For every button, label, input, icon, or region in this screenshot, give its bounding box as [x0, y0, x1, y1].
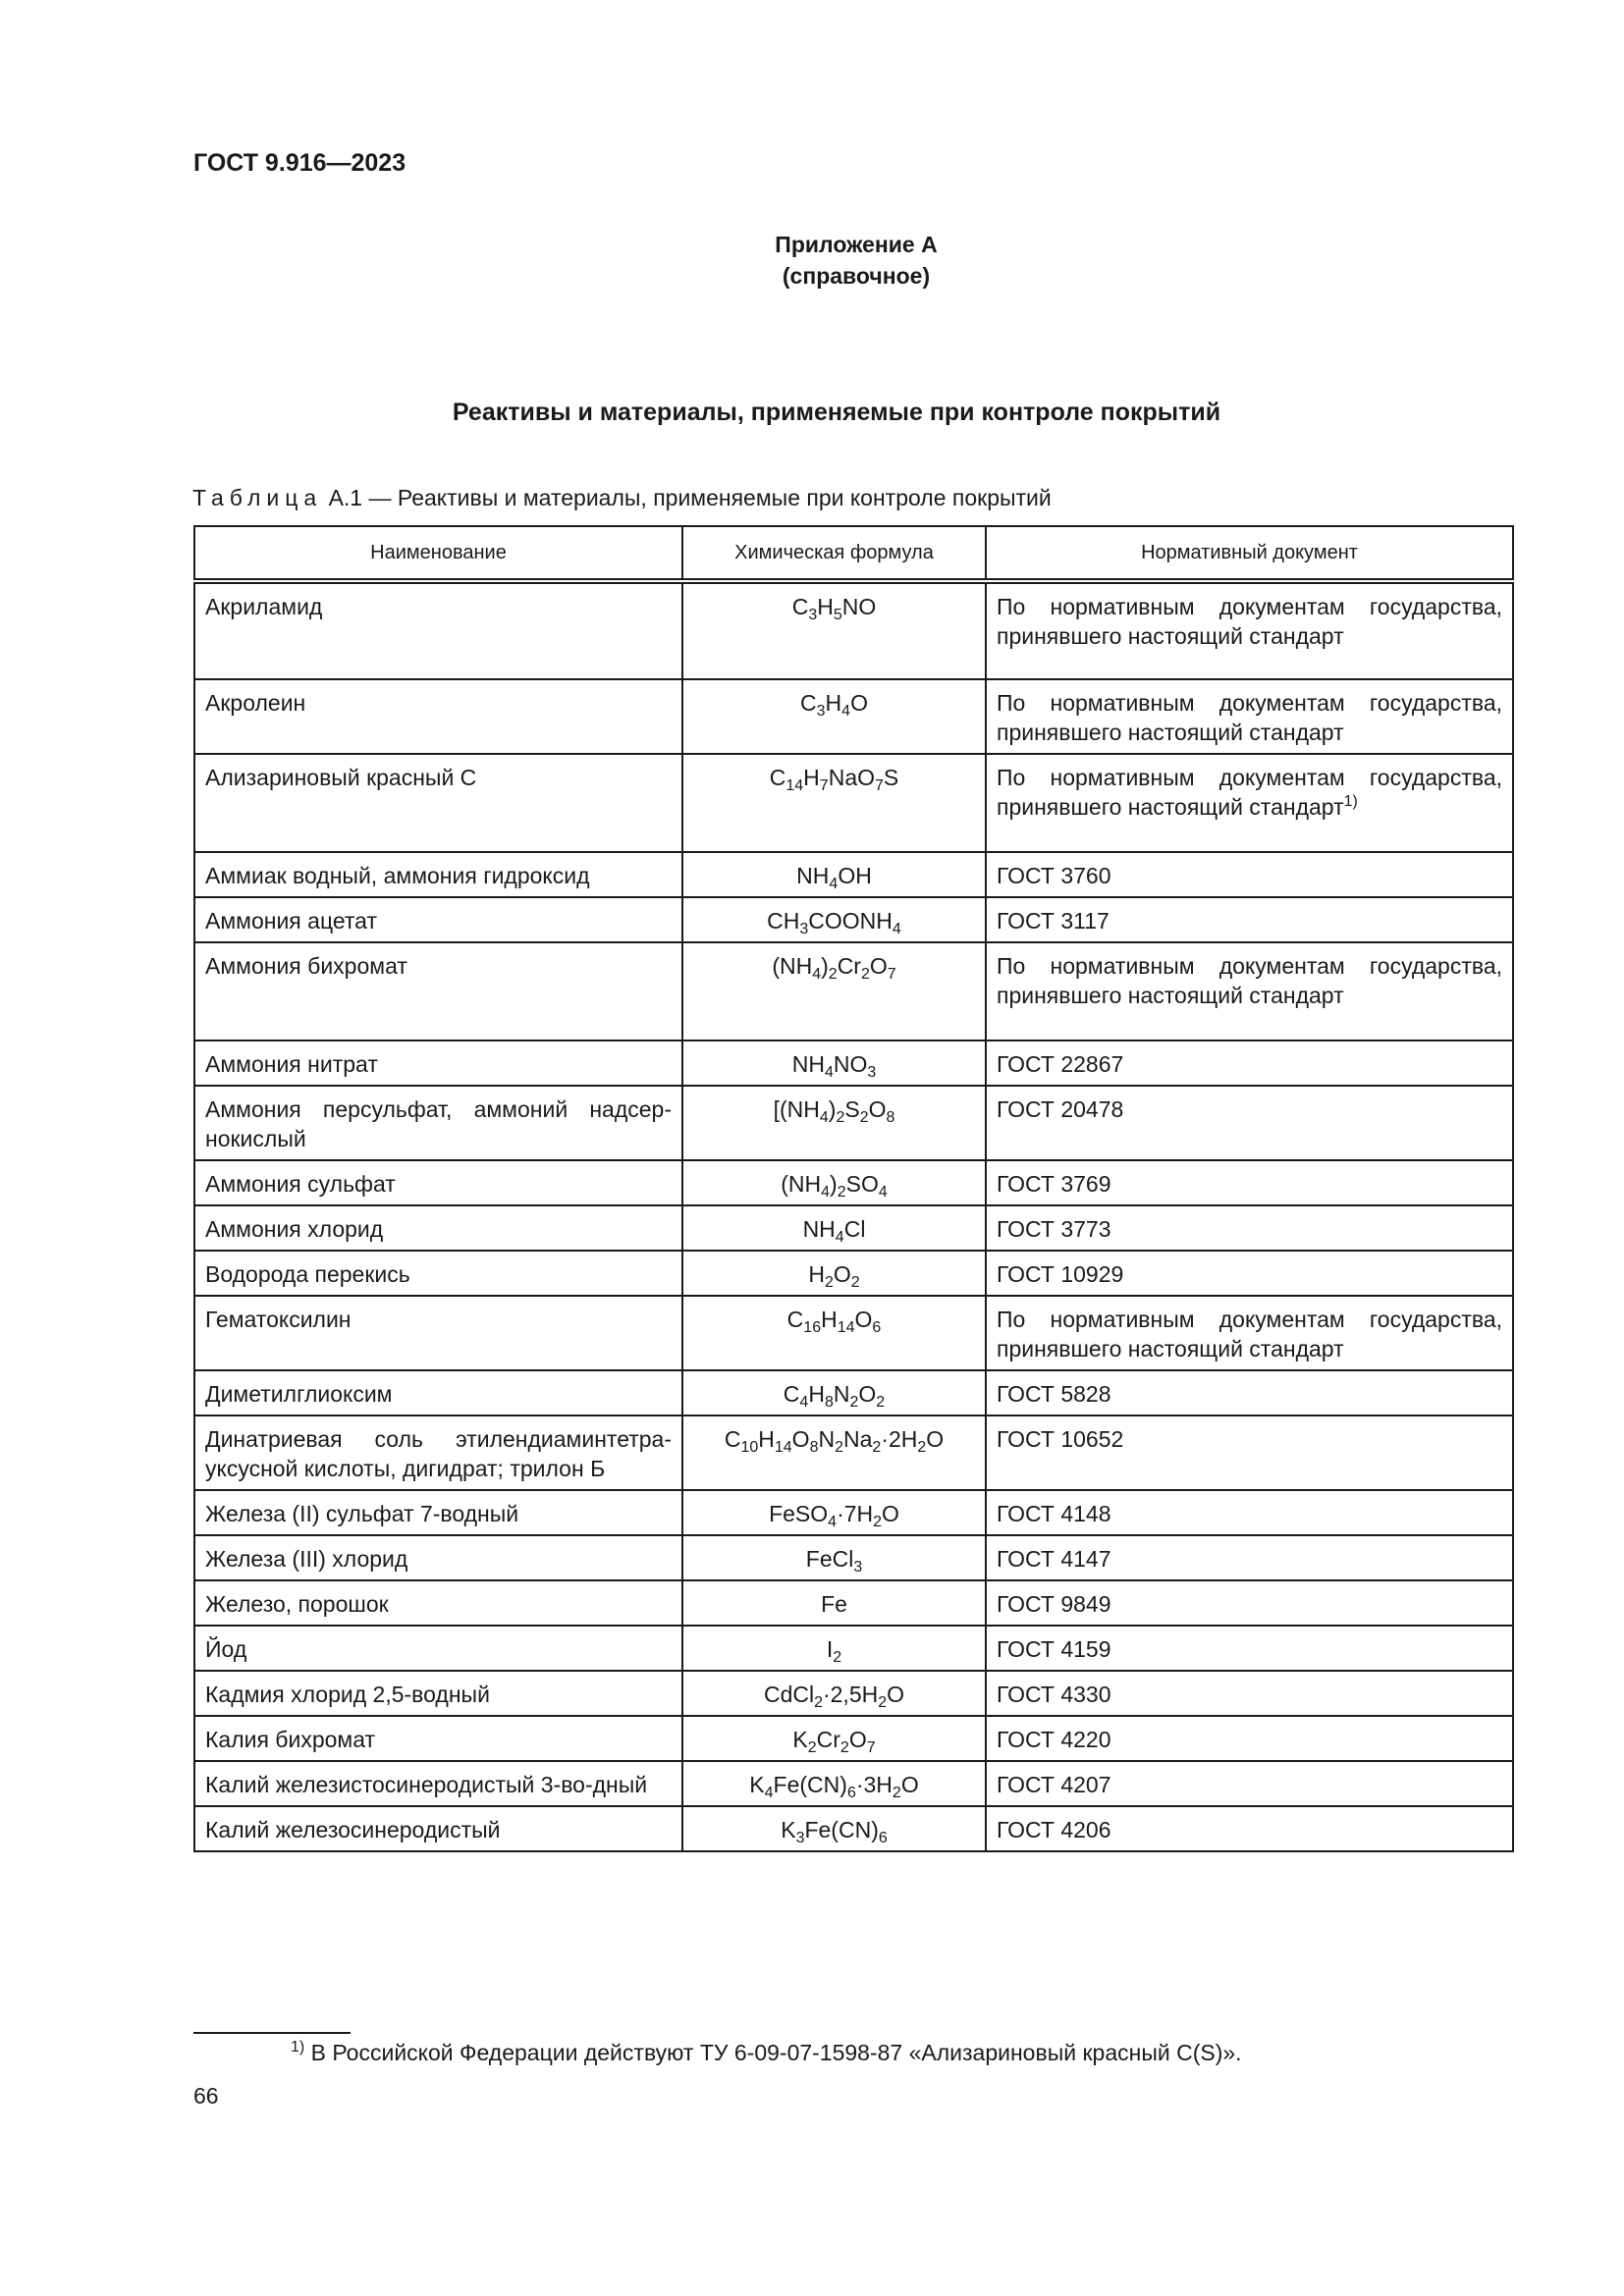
formula-cell: $NH_4NO_3$	[682, 1041, 986, 1086]
column-header-name: Наименование	[194, 526, 682, 581]
formula-cell: $C_3H_4O$	[682, 679, 986, 754]
table-row	[194, 1205, 1513, 1251]
reagent-name-cell: Акриламид	[194, 581, 682, 679]
reagent-name-cell: Аммония бихромат	[194, 942, 682, 1041]
table-header-row	[194, 526, 1513, 581]
reagent-name-cell: Диметилглиоксим	[194, 1370, 682, 1415]
normative-document-cell: ГОСТ 3769	[986, 1160, 1513, 1205]
reagent-name-cell: Кадмия хлорид 2,5-водный	[194, 1671, 682, 1716]
normative-document-cell: По нормативным документам государства, принявшего настоящий стандарт	[986, 942, 1513, 1041]
reagent-name-cell: Аммония персульфат, аммоний надсер-нокислый	[194, 1086, 682, 1160]
formula-cell: $K_4Fe(CN)_6\cdot 3H_2O$	[682, 1761, 986, 1806]
footnote-text: В Российской Федерации действуют ТУ 6-09-07-1598-87 «Ализариновый красный С(S)».	[304, 2040, 1242, 2065]
normative-document-cell: ГОСТ 3773	[986, 1205, 1513, 1251]
reagent-name-cell: Железа (III) хлорид	[194, 1535, 682, 1580]
reagent-name-cell: Аммония хлорид	[194, 1205, 682, 1251]
formula-cell: $C_{16}H_{14}O_6$	[682, 1296, 986, 1370]
reagent-name-cell: Калий железосинеродистый	[194, 1806, 682, 1851]
formula-cell: $K_3Fe(CN)_6$	[682, 1806, 986, 1851]
reagent-name-cell: Железо, порошок	[194, 1580, 682, 1626]
formula-cell: $FeSO_4\cdot 7H_2O$	[682, 1490, 986, 1535]
reagent-name-cell: Аммиак водный, аммония гидроксид	[194, 852, 682, 897]
normative-document-cell: ГОСТ 22867	[986, 1041, 1513, 1086]
normative-document-cell: По нормативным документам государства, принявшего настоящий стандарт	[986, 581, 1513, 679]
formula-cell: $H_2O_2$	[682, 1251, 986, 1296]
formula-cell: $K_2Cr_2O_7$	[682, 1716, 986, 1761]
formula-cell: $I_2$	[682, 1626, 986, 1671]
reagents-table	[193, 525, 1514, 1852]
normative-document-cell: ГОСТ 4330	[986, 1671, 1513, 1716]
footnote	[291, 2040, 1242, 2066]
reagent-name-cell: Динатриевая соль этилендиаминтетра-уксусной кислоты, дигидрат; трилон Б	[194, 1415, 682, 1490]
table-row	[194, 1716, 1513, 1761]
formula-cell: $C_{10}H_{14}O_8N_2Na_2\cdot 2H_2O$	[682, 1415, 986, 1490]
formula-cell: $C_4H_8N_2O_2$	[682, 1370, 986, 1415]
table-caption-text: А.1 — Реактивы и материалы, применяемые при контроле покрытий	[322, 485, 1052, 510]
normative-document-cell: ГОСТ 4159	[986, 1626, 1513, 1671]
normative-document-cell: ГОСТ 3760	[986, 852, 1513, 897]
formula-cell: $CH_3COONH_4$	[682, 897, 986, 942]
table-row	[194, 1415, 1513, 1490]
formula-cell: $(NH_4)_2SO_4$	[682, 1160, 986, 1205]
formula-cell: $NH_4OH$	[682, 852, 986, 897]
reagent-name-cell: Йод	[194, 1626, 682, 1671]
page-number: 66	[193, 2083, 219, 2109]
reagent-name-cell: Калий железистосинеродистый 3-во-дный	[194, 1761, 682, 1806]
table-row	[194, 1761, 1513, 1806]
normative-document-cell: ГОСТ 20478	[986, 1086, 1513, 1160]
table-row	[194, 1296, 1513, 1370]
formula-cell: $C_3H_5NO$	[682, 581, 986, 679]
document-code: ГОСТ 9.916—2023	[193, 149, 406, 177]
formula-cell: $(NH_4)_2Cr_2O_7$	[682, 942, 986, 1041]
formula-cell: FeCl$_3$	[682, 1535, 986, 1580]
appendix-title: Приложение А	[775, 232, 938, 257]
table-body	[194, 581, 1513, 1851]
normative-document-cell: По нормативным документам государства, принявшего настоящий стандарт	[986, 679, 1513, 754]
reagent-name-cell: Водорода перекись	[194, 1251, 682, 1296]
table-row	[194, 1580, 1513, 1626]
appendix-subtitle: (справочное)	[782, 263, 931, 289]
table-row	[194, 1535, 1513, 1580]
normative-document-cell: ГОСТ 10929	[986, 1251, 1513, 1296]
reagent-name-cell: Ализариновый красный С	[194, 754, 682, 852]
appendix-heading	[0, 229, 1624, 292]
reagent-name-cell: Калия бихромат	[194, 1716, 682, 1761]
normative-document-cell: ГОСТ 4206	[986, 1806, 1513, 1851]
table-row	[194, 1370, 1513, 1415]
normative-document-cell: ГОСТ 4220	[986, 1716, 1513, 1761]
table-row	[194, 852, 1513, 897]
table-row	[194, 1806, 1513, 1851]
table-row	[194, 1251, 1513, 1296]
table-caption-prefix: Таблица	[192, 485, 323, 510]
normative-document-cell: ГОСТ 5828	[986, 1370, 1513, 1415]
table-row	[194, 1626, 1513, 1671]
table-caption	[192, 485, 1052, 511]
formula-cell: $NH_4Cl$	[682, 1205, 986, 1251]
reagent-name-cell: Аммония нитрат	[194, 1041, 682, 1086]
table-row	[194, 679, 1513, 754]
normative-document-cell: ГОСТ 4147	[986, 1535, 1513, 1580]
normative-document-cell: По нормативным документам государства, принявшего настоящий стандарт	[986, 1296, 1513, 1370]
formula-cell: $C_{14}H_7NaO_7S$	[682, 754, 986, 852]
column-header-document: Нормативный документ	[986, 526, 1513, 581]
reagent-name-cell: Аммония сульфат	[194, 1160, 682, 1205]
reagent-name-cell: Акролеин	[194, 679, 682, 754]
formula-cell: $CdCl_2\cdot 2,5H_2O$	[682, 1671, 986, 1716]
normative-document-cell: По нормативным документам государства, принявшего настоящий стандарт$^{1)}$	[986, 754, 1513, 852]
table-row	[194, 1490, 1513, 1535]
formula-cell: Fe	[682, 1580, 986, 1626]
formula-cell: [$(NH_4)_2S_2O_8$	[682, 1086, 986, 1160]
footnote-divider	[193, 2032, 351, 2034]
table-row	[194, 897, 1513, 942]
normative-document-cell: ГОСТ 4148	[986, 1490, 1513, 1535]
normative-document-cell: ГОСТ 10652	[986, 1415, 1513, 1490]
table-row	[194, 1041, 1513, 1086]
normative-document-cell: ГОСТ 3117	[986, 897, 1513, 942]
table-row	[194, 1160, 1513, 1205]
normative-document-cell: ГОСТ 9849	[986, 1580, 1513, 1626]
section-title: Реактивы и материалы, применяемые при контроле покрытий	[452, 399, 1221, 426]
table-row	[194, 754, 1513, 852]
reagent-name-cell: Аммония ацетат	[194, 897, 682, 942]
table-row	[194, 942, 1513, 1041]
normative-document-cell: ГОСТ 4207	[986, 1761, 1513, 1806]
footnote-marker: 1)	[291, 2039, 305, 2056]
reagent-name-cell: Железа (II) сульфат 7-водный	[194, 1490, 682, 1535]
column-header-formula: Химическая формула	[682, 526, 986, 581]
table-row	[194, 1086, 1513, 1160]
table-row	[194, 581, 1513, 679]
reagent-name-cell: Гематоксилин	[194, 1296, 682, 1370]
table-row	[194, 1671, 1513, 1716]
